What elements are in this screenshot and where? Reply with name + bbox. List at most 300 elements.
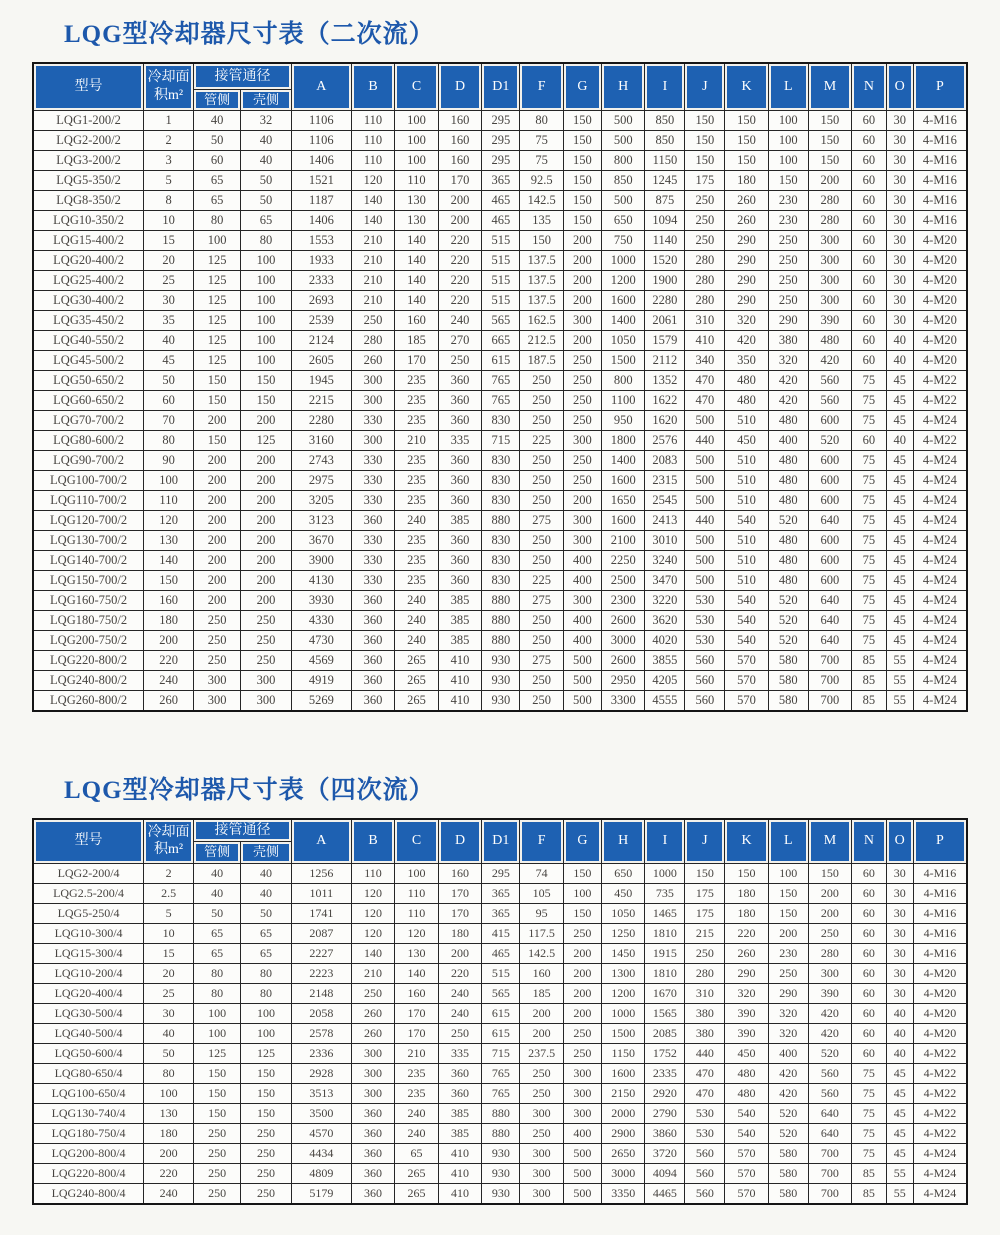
value-cell: 250: [438, 1023, 482, 1043]
value-cell: 265: [395, 1163, 439, 1183]
value-cell: 360: [438, 410, 482, 430]
value-cell: 265: [395, 1183, 439, 1204]
column-header-dim-i: I: [645, 63, 685, 110]
value-cell: 85: [852, 690, 886, 711]
value-cell: 130: [144, 530, 194, 550]
value-cell: 540: [725, 630, 769, 650]
value-cell: 250: [241, 610, 292, 630]
value-cell: 130: [395, 210, 439, 230]
value-cell: 330: [351, 550, 395, 570]
value-cell: 250: [194, 610, 241, 630]
value-cell: 4-M16: [913, 943, 967, 963]
value-cell: 235: [395, 370, 439, 390]
value-cell: 140: [395, 270, 439, 290]
column-header-dim-k: K: [725, 819, 769, 863]
value-cell: 110: [351, 110, 395, 130]
value-cell: 60: [852, 923, 886, 943]
value-cell: 600: [808, 550, 852, 570]
value-cell: 60: [852, 250, 886, 270]
value-cell: 4-M20: [913, 310, 967, 330]
value-cell: 220: [438, 963, 482, 983]
value-cell: 850: [645, 130, 685, 150]
value-cell: 480: [725, 370, 769, 390]
value-cell: 420: [808, 1003, 852, 1023]
value-cell: 300: [563, 590, 601, 610]
value-cell: 3620: [645, 610, 685, 630]
value-cell: 340: [685, 350, 725, 370]
value-cell: 60: [852, 110, 886, 130]
value-cell: 4-M20: [913, 330, 967, 350]
value-cell: 150: [563, 110, 601, 130]
value-cell: 60: [852, 330, 886, 350]
value-cell: 60: [852, 963, 886, 983]
value-cell: 765: [482, 370, 520, 390]
value-cell: 470: [685, 1063, 725, 1083]
value-cell: 830: [482, 530, 520, 550]
value-cell: 600: [808, 450, 852, 470]
value-cell: 100: [144, 1083, 194, 1103]
value-cell: 180: [144, 1123, 194, 1143]
value-cell: 100: [768, 130, 808, 150]
value-cell: 200: [241, 450, 292, 470]
value-cell: 930: [482, 1143, 520, 1163]
value-cell: 1256: [291, 863, 351, 883]
value-cell: 60: [194, 150, 241, 170]
value-cell: 830: [482, 490, 520, 510]
value-cell: 230: [768, 210, 808, 230]
value-cell: 2083: [645, 450, 685, 470]
value-cell: 510: [725, 490, 769, 510]
value-cell: 45: [886, 450, 913, 470]
value-cell: 520: [808, 1043, 852, 1063]
value-cell: 2.5: [144, 883, 194, 903]
value-cell: 150: [808, 863, 852, 883]
value-cell: 200: [194, 530, 241, 550]
model-cell: LQG20-400/4: [33, 983, 144, 1003]
value-cell: 4-M24: [913, 510, 967, 530]
model-cell: LQG2-200/2: [33, 130, 144, 150]
value-cell: 75: [852, 450, 886, 470]
value-cell: 117.5: [520, 923, 564, 943]
value-cell: 330: [351, 530, 395, 550]
value-cell: 150: [241, 1103, 292, 1123]
value-cell: 100: [395, 863, 439, 883]
value-cell: 260: [351, 1023, 395, 1043]
value-cell: 480: [725, 390, 769, 410]
value-cell: 560: [685, 1143, 725, 1163]
value-cell: 75: [520, 150, 564, 170]
value-cell: 420: [768, 370, 808, 390]
value-cell: 150: [725, 150, 769, 170]
value-cell: 530: [685, 630, 725, 650]
value-cell: 615: [482, 1023, 520, 1043]
value-cell: 500: [601, 110, 645, 130]
value-cell: 220: [144, 1163, 194, 1183]
value-cell: 330: [351, 450, 395, 470]
value-cell: 580: [768, 1183, 808, 1204]
value-cell: 4-M24: [913, 490, 967, 510]
value-cell: 500: [563, 690, 601, 711]
value-cell: 700: [808, 1163, 852, 1183]
value-cell: 200: [241, 410, 292, 430]
value-cell: 280: [808, 210, 852, 230]
value-cell: 175: [685, 903, 725, 923]
value-cell: 40: [241, 863, 292, 883]
value-cell: 85: [852, 650, 886, 670]
value-cell: 570: [725, 650, 769, 670]
value-cell: 530: [685, 1123, 725, 1143]
value-cell: 40: [241, 883, 292, 903]
value-cell: 4-M22: [913, 1103, 967, 1123]
value-cell: 650: [601, 863, 645, 883]
model-cell: LQG220-800/2: [33, 650, 144, 670]
value-cell: 330: [351, 570, 395, 590]
value-cell: 4-M16: [913, 130, 967, 150]
value-cell: 1650: [601, 490, 645, 510]
value-cell: 55: [886, 1163, 913, 1183]
value-cell: 3160: [291, 430, 351, 450]
value-cell: 210: [351, 230, 395, 250]
model-cell: LQG70-700/2: [33, 410, 144, 430]
value-cell: 580: [768, 1163, 808, 1183]
two-pass-table-section: [0, 10, 1000, 712]
value-cell: 295: [482, 130, 520, 150]
value-cell: 4-M20: [913, 983, 967, 1003]
value-cell: 3855: [645, 650, 685, 670]
value-cell: 1000: [601, 1003, 645, 1023]
value-cell: 250: [520, 690, 564, 711]
value-cell: 360: [351, 1103, 395, 1123]
value-cell: 30: [886, 903, 913, 923]
table-row: [33, 943, 967, 963]
value-cell: 40: [886, 1023, 913, 1043]
value-cell: 220: [725, 923, 769, 943]
value-cell: 100: [144, 470, 194, 490]
value-cell: 515: [482, 290, 520, 310]
value-cell: 170: [438, 883, 482, 903]
value-cell: 4569: [291, 650, 351, 670]
value-cell: 175: [685, 170, 725, 190]
value-cell: 4205: [645, 670, 685, 690]
table-row: [33, 290, 967, 310]
value-cell: 510: [725, 410, 769, 430]
value-cell: 250: [563, 1023, 601, 1043]
value-cell: 1553: [291, 230, 351, 250]
value-cell: 500: [685, 570, 725, 590]
value-cell: 40: [144, 1023, 194, 1043]
value-cell: 80: [144, 430, 194, 450]
value-cell: 150: [768, 903, 808, 923]
value-cell: 60: [852, 290, 886, 310]
value-cell: 290: [725, 290, 769, 310]
value-cell: 410: [438, 1143, 482, 1163]
value-cell: 250: [241, 1143, 292, 1163]
value-cell: 560: [808, 370, 852, 390]
value-cell: 1915: [645, 943, 685, 963]
cooler-dimension-table-four-pass: [32, 818, 968, 1205]
value-cell: 1800: [601, 430, 645, 450]
column-header-dim-d1: D1: [482, 819, 520, 863]
value-cell: 290: [768, 310, 808, 330]
value-cell: 250: [520, 530, 564, 550]
value-cell: 45: [886, 390, 913, 410]
value-cell: 10: [144, 923, 194, 943]
value-cell: 1500: [601, 1023, 645, 1043]
table-row: [33, 250, 967, 270]
column-header-dim-g: G: [563, 63, 601, 110]
table-row: [33, 450, 967, 470]
value-cell: 250: [520, 450, 564, 470]
value-cell: 715: [482, 1043, 520, 1063]
value-cell: 45: [886, 370, 913, 390]
value-cell: 930: [482, 650, 520, 670]
value-cell: 295: [482, 110, 520, 130]
value-cell: 1050: [601, 330, 645, 350]
value-cell: 240: [438, 310, 482, 330]
value-cell: 250: [520, 630, 564, 650]
value-cell: 500: [685, 490, 725, 510]
value-cell: 715: [482, 430, 520, 450]
value-cell: 80: [194, 963, 241, 983]
value-cell: 390: [808, 310, 852, 330]
value-cell: 120: [351, 883, 395, 903]
value-cell: 480: [768, 530, 808, 550]
value-cell: 250: [351, 310, 395, 330]
model-cell: LQG120-700/2: [33, 510, 144, 530]
value-cell: 140: [144, 550, 194, 570]
value-cell: 300: [520, 1143, 564, 1163]
value-cell: 142.5: [520, 943, 564, 963]
table-row: [33, 1063, 967, 1083]
value-cell: 150: [685, 130, 725, 150]
value-cell: 75: [852, 550, 886, 570]
value-cell: 1094: [645, 210, 685, 230]
model-cell: LQG30-400/2: [33, 290, 144, 310]
value-cell: 2061: [645, 310, 685, 330]
value-cell: 80: [194, 210, 241, 230]
value-cell: 4570: [291, 1123, 351, 1143]
value-cell: 300: [563, 1103, 601, 1123]
value-cell: 385: [438, 590, 482, 610]
value-cell: 1140: [645, 230, 685, 250]
value-cell: 880: [482, 630, 520, 650]
value-cell: 420: [808, 1023, 852, 1043]
model-cell: LQG5-250/4: [33, 903, 144, 923]
value-cell: 515: [482, 250, 520, 270]
value-cell: 4-M20: [913, 230, 967, 250]
value-cell: 200: [438, 943, 482, 963]
model-cell: LQG240-800/4: [33, 1183, 144, 1204]
value-cell: 2300: [601, 590, 645, 610]
value-cell: 2223: [291, 963, 351, 983]
value-cell: 830: [482, 570, 520, 590]
column-header-model: 型号: [33, 63, 144, 110]
value-cell: 4-M20: [913, 290, 967, 310]
value-cell: 150: [144, 570, 194, 590]
value-cell: 150: [194, 430, 241, 450]
table-row: [33, 550, 967, 570]
value-cell: 200: [563, 943, 601, 963]
value-cell: 230: [768, 943, 808, 963]
value-cell: 250: [563, 350, 601, 370]
model-cell: LQG2-200/4: [33, 863, 144, 883]
model-cell: LQG150-700/2: [33, 570, 144, 590]
value-cell: 110: [395, 903, 439, 923]
value-cell: 250: [768, 290, 808, 310]
value-cell: 290: [725, 230, 769, 250]
column-header-dim-n: N: [852, 819, 886, 863]
value-cell: 2280: [291, 410, 351, 430]
value-cell: 45: [886, 590, 913, 610]
value-cell: 140: [351, 190, 395, 210]
model-cell: LQG140-700/2: [33, 550, 144, 570]
value-cell: 500: [563, 1183, 601, 1204]
value-cell: 250: [563, 1043, 601, 1063]
model-cell: LQG100-700/2: [33, 470, 144, 490]
value-cell: 140: [351, 210, 395, 230]
table-row: [33, 390, 967, 410]
value-cell: 40: [194, 883, 241, 903]
value-cell: 385: [438, 1123, 482, 1143]
value-cell: 4-M24: [913, 1143, 967, 1163]
value-cell: 4-M20: [913, 1003, 967, 1023]
value-cell: 60: [852, 1023, 886, 1043]
value-cell: 240: [144, 670, 194, 690]
model-cell: LQG90-700/2: [33, 450, 144, 470]
value-cell: 565: [482, 983, 520, 1003]
value-cell: 2975: [291, 470, 351, 490]
value-cell: 560: [685, 670, 725, 690]
column-header-dim-f: F: [520, 819, 564, 863]
value-cell: 300: [808, 290, 852, 310]
value-cell: 55: [886, 650, 913, 670]
value-cell: 615: [482, 1003, 520, 1023]
value-cell: 580: [768, 1143, 808, 1163]
value-cell: 200: [144, 630, 194, 650]
value-cell: 100: [563, 883, 601, 903]
value-cell: 1600: [601, 470, 645, 490]
value-cell: 60: [852, 1043, 886, 1063]
value-cell: 200: [241, 470, 292, 490]
value-cell: 250: [520, 410, 564, 430]
value-cell: 4-M16: [913, 190, 967, 210]
value-cell: 280: [351, 330, 395, 350]
value-cell: 570: [725, 1183, 769, 1204]
value-cell: 560: [685, 650, 725, 670]
value-cell: 50: [241, 903, 292, 923]
value-cell: 210: [351, 963, 395, 983]
value-cell: 1670: [645, 983, 685, 1003]
value-cell: 465: [482, 190, 520, 210]
value-cell: 250: [685, 943, 725, 963]
value-cell: 250: [520, 490, 564, 510]
value-cell: 250: [520, 1063, 564, 1083]
value-cell: 300: [563, 510, 601, 530]
value-cell: 200: [808, 170, 852, 190]
value-cell: 200: [808, 883, 852, 903]
value-cell: 875: [645, 190, 685, 210]
value-cell: 1406: [291, 210, 351, 230]
four-pass-table-section: [0, 770, 1000, 1205]
value-cell: 40: [194, 863, 241, 883]
value-cell: 4809: [291, 1163, 351, 1183]
model-cell: LQG10-350/2: [33, 210, 144, 230]
value-cell: 80: [520, 110, 564, 130]
table-row: [33, 1163, 967, 1183]
value-cell: 3670: [291, 530, 351, 550]
value-cell: 60: [852, 190, 886, 210]
value-cell: 300: [808, 250, 852, 270]
value-cell: 1000: [601, 250, 645, 270]
value-cell: 2148: [291, 983, 351, 1003]
value-cell: 160: [438, 863, 482, 883]
value-cell: 200: [241, 510, 292, 530]
value-cell: 560: [808, 1063, 852, 1083]
value-cell: 75: [852, 1143, 886, 1163]
value-cell: 110: [351, 863, 395, 883]
value-cell: 400: [563, 550, 601, 570]
column-header-dim-h: H: [601, 63, 645, 110]
value-cell: 930: [482, 670, 520, 690]
value-cell: 950: [601, 410, 645, 430]
value-cell: 515: [482, 963, 520, 983]
value-cell: 170: [395, 350, 439, 370]
value-cell: 360: [351, 510, 395, 530]
value-cell: 2950: [601, 670, 645, 690]
value-cell: 250: [563, 450, 601, 470]
value-cell: 110: [144, 490, 194, 510]
value-cell: 765: [482, 390, 520, 410]
value-cell: 240: [395, 630, 439, 650]
value-cell: 100: [768, 863, 808, 883]
value-cell: 500: [685, 530, 725, 550]
value-cell: 4-M16: [913, 210, 967, 230]
value-cell: 1200: [601, 983, 645, 1003]
value-cell: 2215: [291, 390, 351, 410]
value-cell: 60: [852, 983, 886, 1003]
value-cell: 25: [144, 270, 194, 290]
value-cell: 45: [886, 410, 913, 430]
value-cell: 480: [808, 330, 852, 350]
value-cell: 500: [563, 650, 601, 670]
value-cell: 75: [852, 470, 886, 490]
value-cell: 2500: [601, 570, 645, 590]
value-cell: 32: [241, 110, 292, 130]
value-cell: 210: [395, 1043, 439, 1063]
value-cell: 360: [351, 1163, 395, 1183]
value-cell: 1810: [645, 963, 685, 983]
value-cell: 250: [520, 390, 564, 410]
value-cell: 60: [852, 310, 886, 330]
value-cell: 510: [725, 530, 769, 550]
value-cell: 360: [438, 570, 482, 590]
table-row: [33, 923, 967, 943]
value-cell: 480: [768, 490, 808, 510]
table-row: [33, 430, 967, 450]
model-cell: LQG20-400/2: [33, 250, 144, 270]
value-cell: 600: [808, 490, 852, 510]
model-cell: LQG25-400/2: [33, 270, 144, 290]
value-cell: 300: [351, 370, 395, 390]
value-cell: 250: [520, 550, 564, 570]
value-cell: 60: [852, 150, 886, 170]
value-cell: 150: [520, 230, 564, 250]
model-cell: LQG130-740/4: [33, 1103, 144, 1123]
table-row: [33, 190, 967, 210]
value-cell: 1620: [645, 410, 685, 430]
value-cell: 510: [725, 450, 769, 470]
value-cell: 765: [482, 1083, 520, 1103]
